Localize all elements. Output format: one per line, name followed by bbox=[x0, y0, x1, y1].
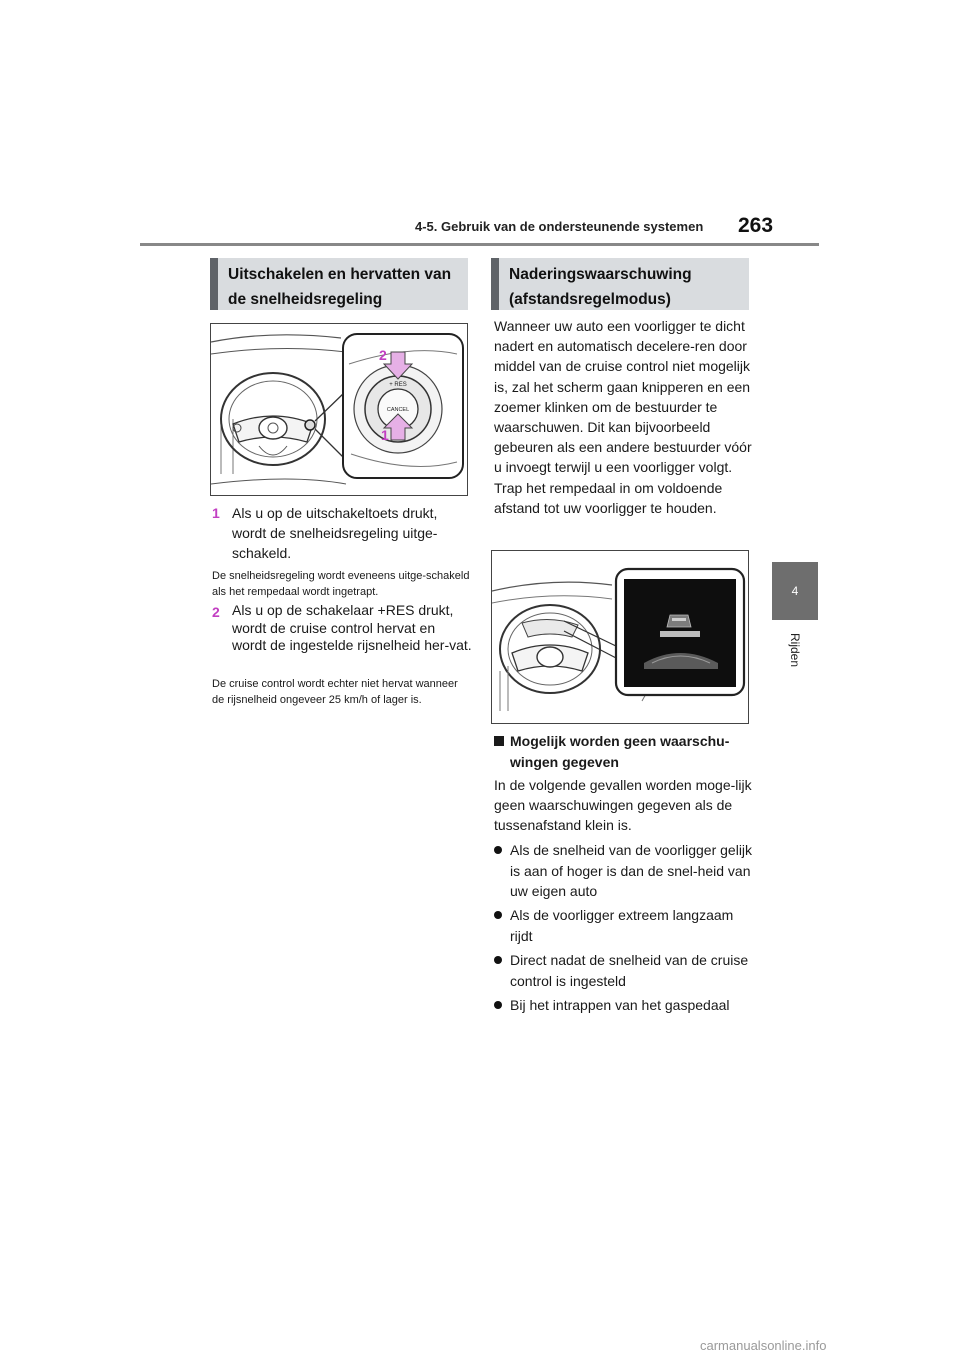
bullet-dot-icon bbox=[494, 1001, 502, 1009]
callout-2: 2 bbox=[379, 347, 387, 363]
header-divider bbox=[140, 243, 819, 246]
step-2-number: 2 bbox=[212, 604, 220, 620]
bullet-text: Direct nadat de snelheid van de cruise control is ingesteld bbox=[510, 952, 749, 989]
bullet-dot-icon bbox=[494, 956, 502, 964]
proximity-display-illustration bbox=[492, 551, 749, 724]
bullet-dot-icon bbox=[494, 911, 502, 919]
chapter-tab-label-text: Rijden bbox=[788, 632, 802, 668]
callout-1: 1 bbox=[381, 427, 389, 443]
intro-paragraph: Wanneer uw auto een voorligger te dicht nadert en automatisch decelere-ren door middel van de cruise control niet mogelijk is, zal het scherm gaan knipperen en een zoemer klinken om de bestuurder te waarschuwen. Dit kan bijvoorbeeld gebeuren als een andere bestuurder vóór u invoegt terwijl u een voorligger volgt. Trap het rempedaal in om voldoende afstand tot uw voorligger te houden. bbox=[494, 318, 752, 516]
bullet-dot-icon bbox=[494, 846, 502, 854]
section-heading-proximity-warning: Naderingswaarschuwing (afstandsregelmodus) bbox=[491, 258, 749, 310]
step-2-text: Als u op de schakelaar +RES drukt, wordt de cruise control hervat en wordt de ingestelde rijsnelheid her-vat. bbox=[232, 602, 472, 653]
chapter-tab-number: 4 bbox=[772, 562, 818, 620]
res-label: + RES bbox=[389, 382, 407, 388]
figure-proximity-display bbox=[491, 550, 749, 724]
bullet-text: Bij het intrappen van het gaspedaal bbox=[510, 997, 730, 1013]
watermark: carmanualsonline.info bbox=[700, 1338, 827, 1353]
note-1: De snelheidsregeling wordt eveneens uitge-schakeld als het rempedaal wordt ingetrapt. bbox=[212, 570, 470, 598]
sub-intro-paragraph: In de volgende gevallen worden moge-lijk geen waarschuwingen gegeven als de tussenafstand klein is. bbox=[494, 777, 752, 834]
cruise-switch-location bbox=[305, 420, 315, 430]
note-2: De cruise control wordt echter niet hervat wanneer de rijsnelheid ongeveer 25 km/h of lager is. bbox=[212, 678, 458, 706]
running-header-title: 4-5. Gebruik van de ondersteunende systemen bbox=[415, 219, 704, 234]
square-bullet-icon bbox=[494, 736, 504, 746]
step-1-number: 1 bbox=[212, 505, 220, 521]
cancel-label: CANCEL bbox=[386, 407, 410, 413]
chapter-tab-label bbox=[772, 626, 818, 674]
step-1-text: Als u op de uitschakeltoets drukt, wordt de snelheidsregeling uitge-schakeld. bbox=[232, 505, 438, 561]
subheading-text: Mogelijk worden geen waarschu-wingen gegeven bbox=[510, 733, 730, 770]
section-heading-cancel-resume: Uitschakelen en hervatten van de snelheidsregeling bbox=[210, 258, 468, 310]
bullet-text: Als de snelheid van de voorligger gelijk is aan of hoger is dan de snel-heid van uw eigen auto bbox=[510, 842, 753, 899]
figure-steering-switch bbox=[210, 323, 468, 496]
bullet-text: Als de voorligger extreem langzaam rijdt bbox=[510, 907, 734, 944]
distance-bar bbox=[660, 631, 700, 637]
page-number: 263 bbox=[738, 214, 774, 237]
steering-switch-illustration bbox=[211, 324, 468, 496]
